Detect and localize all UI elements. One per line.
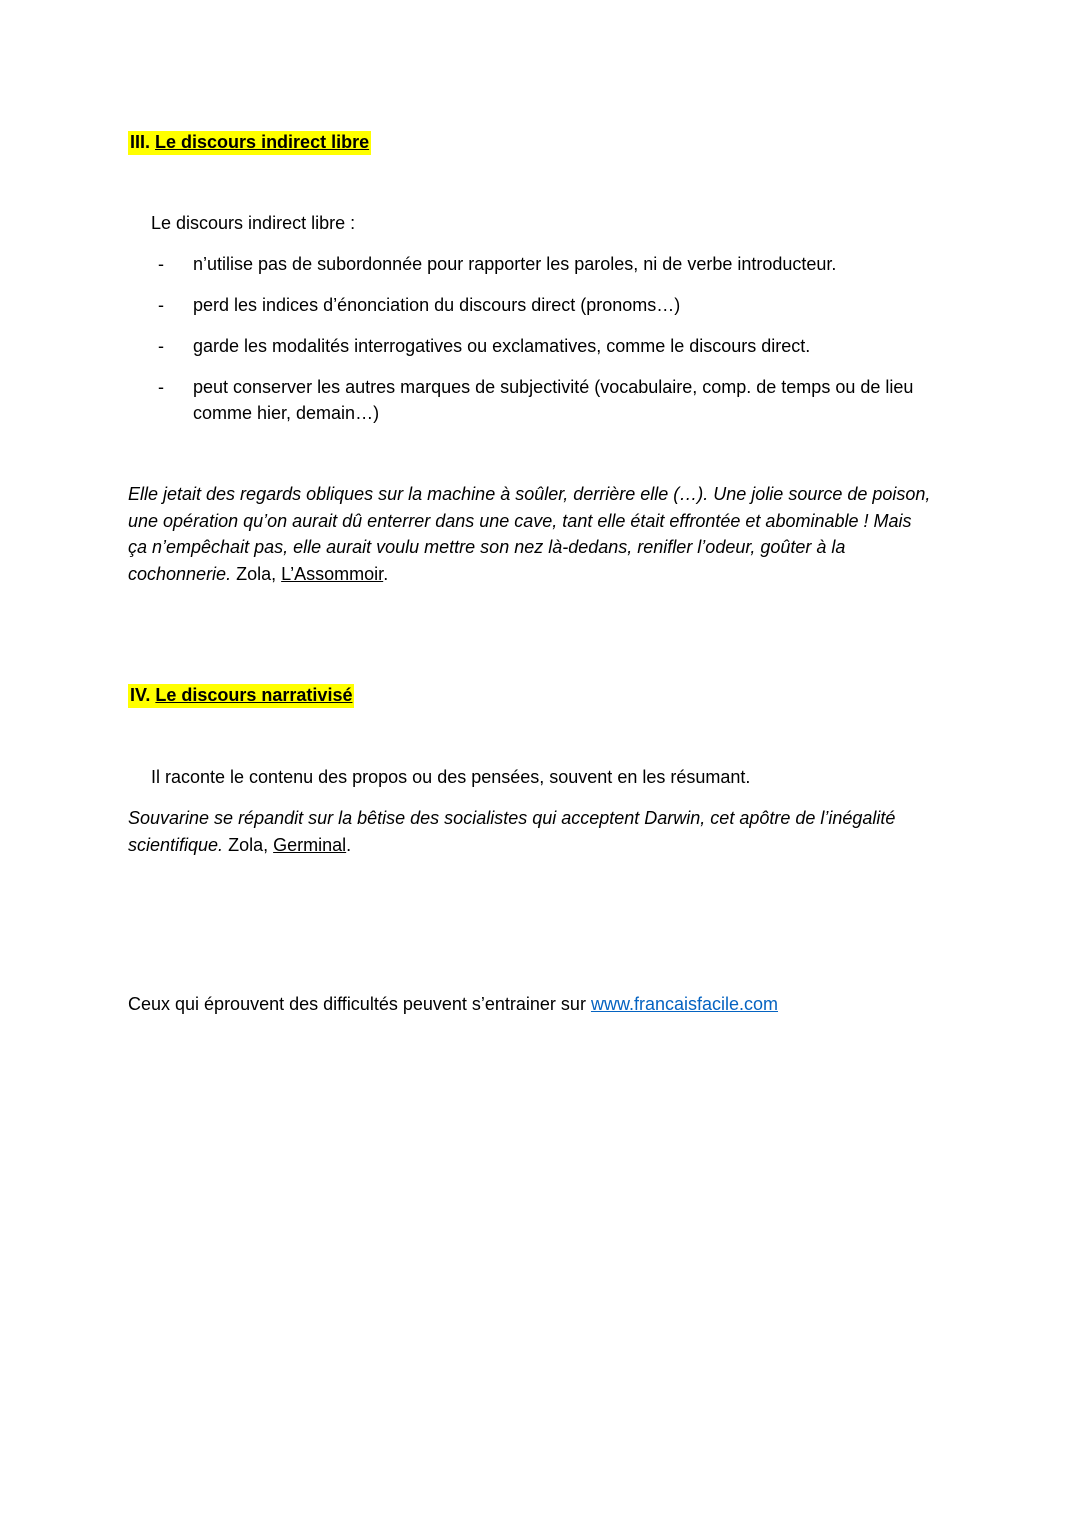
example-end: . bbox=[346, 834, 352, 855]
list-item bbox=[155, 292, 930, 318]
example-author: Zola, bbox=[236, 563, 277, 584]
section-3-number: III. bbox=[130, 132, 151, 152]
section-4-heading-highlight bbox=[128, 684, 354, 708]
list-item bbox=[155, 374, 930, 426]
example-work-title: Germinal bbox=[273, 834, 347, 855]
section-3-title: Le discours indirect libre bbox=[155, 132, 370, 152]
footer-text: Ceux qui éprouvent des difficultés peuvent s’entrainer sur bbox=[128, 994, 586, 1014]
example-quote: Souvarine se répandit sur la bêtise des socialistes qui acceptent Darwin, cet apôtre de l’inégalité scientifique. bbox=[128, 808, 896, 855]
list-item bbox=[155, 251, 930, 277]
example-end: . bbox=[383, 563, 389, 584]
section-4-intro: Il raconte le contenu des propos ou des pensées, souvent en les résumant. bbox=[151, 767, 751, 787]
section-3-intro: Le discours indirect libre : bbox=[151, 213, 356, 233]
footer-note bbox=[128, 991, 932, 1018]
bullet-dash: - bbox=[158, 254, 164, 274]
section-4-number: IV. bbox=[130, 685, 151, 705]
list-item-text: peut conserver les autres marques de subjectivité (vocabulaire, comp. de temps ou de lieu comme hier, demain…) bbox=[193, 377, 914, 423]
example-quote: Elle jetait des regards obliques sur la machine à soûler, derrière elle (…). Une jolie source de poison, une opération qu’on aurait dû enterrer dans une cave, tant elle était effrontée et abominable ! Mais ça n’empêchait pas, elle aurait voulu mettre son nez là-dedans, renifler l’odeur, goûter à la cochonnerie. bbox=[128, 484, 931, 584]
list-item bbox=[155, 333, 930, 359]
example-work-title: L’Assommoir bbox=[281, 563, 384, 584]
francaisfacile-link[interactable]: www.francaisfacile.com bbox=[590, 994, 779, 1014]
section-3-bullet-list bbox=[155, 251, 930, 441]
bullet-dash: - bbox=[158, 336, 164, 356]
section-4-example bbox=[128, 805, 932, 858]
section-3-heading bbox=[128, 130, 952, 154]
bullet-dash: - bbox=[158, 377, 164, 397]
section-4-heading bbox=[128, 683, 952, 707]
section-4-title: Le discours narrativisé bbox=[155, 685, 353, 705]
example-author: Zola, bbox=[228, 834, 269, 855]
list-item-text: garde les modalités interrogatives ou exclamatives, comme le discours direct. bbox=[193, 336, 811, 356]
bullet-dash: - bbox=[158, 295, 164, 315]
section-3-heading-highlight bbox=[128, 131, 371, 155]
section-3-example bbox=[128, 481, 932, 587]
list-item-text: n’utilise pas de subordonnée pour rapporter les paroles, ni de verbe introducteur. bbox=[193, 254, 837, 274]
list-item-text: perd les indices d’énonciation du discours direct (pronoms…) bbox=[193, 295, 681, 315]
